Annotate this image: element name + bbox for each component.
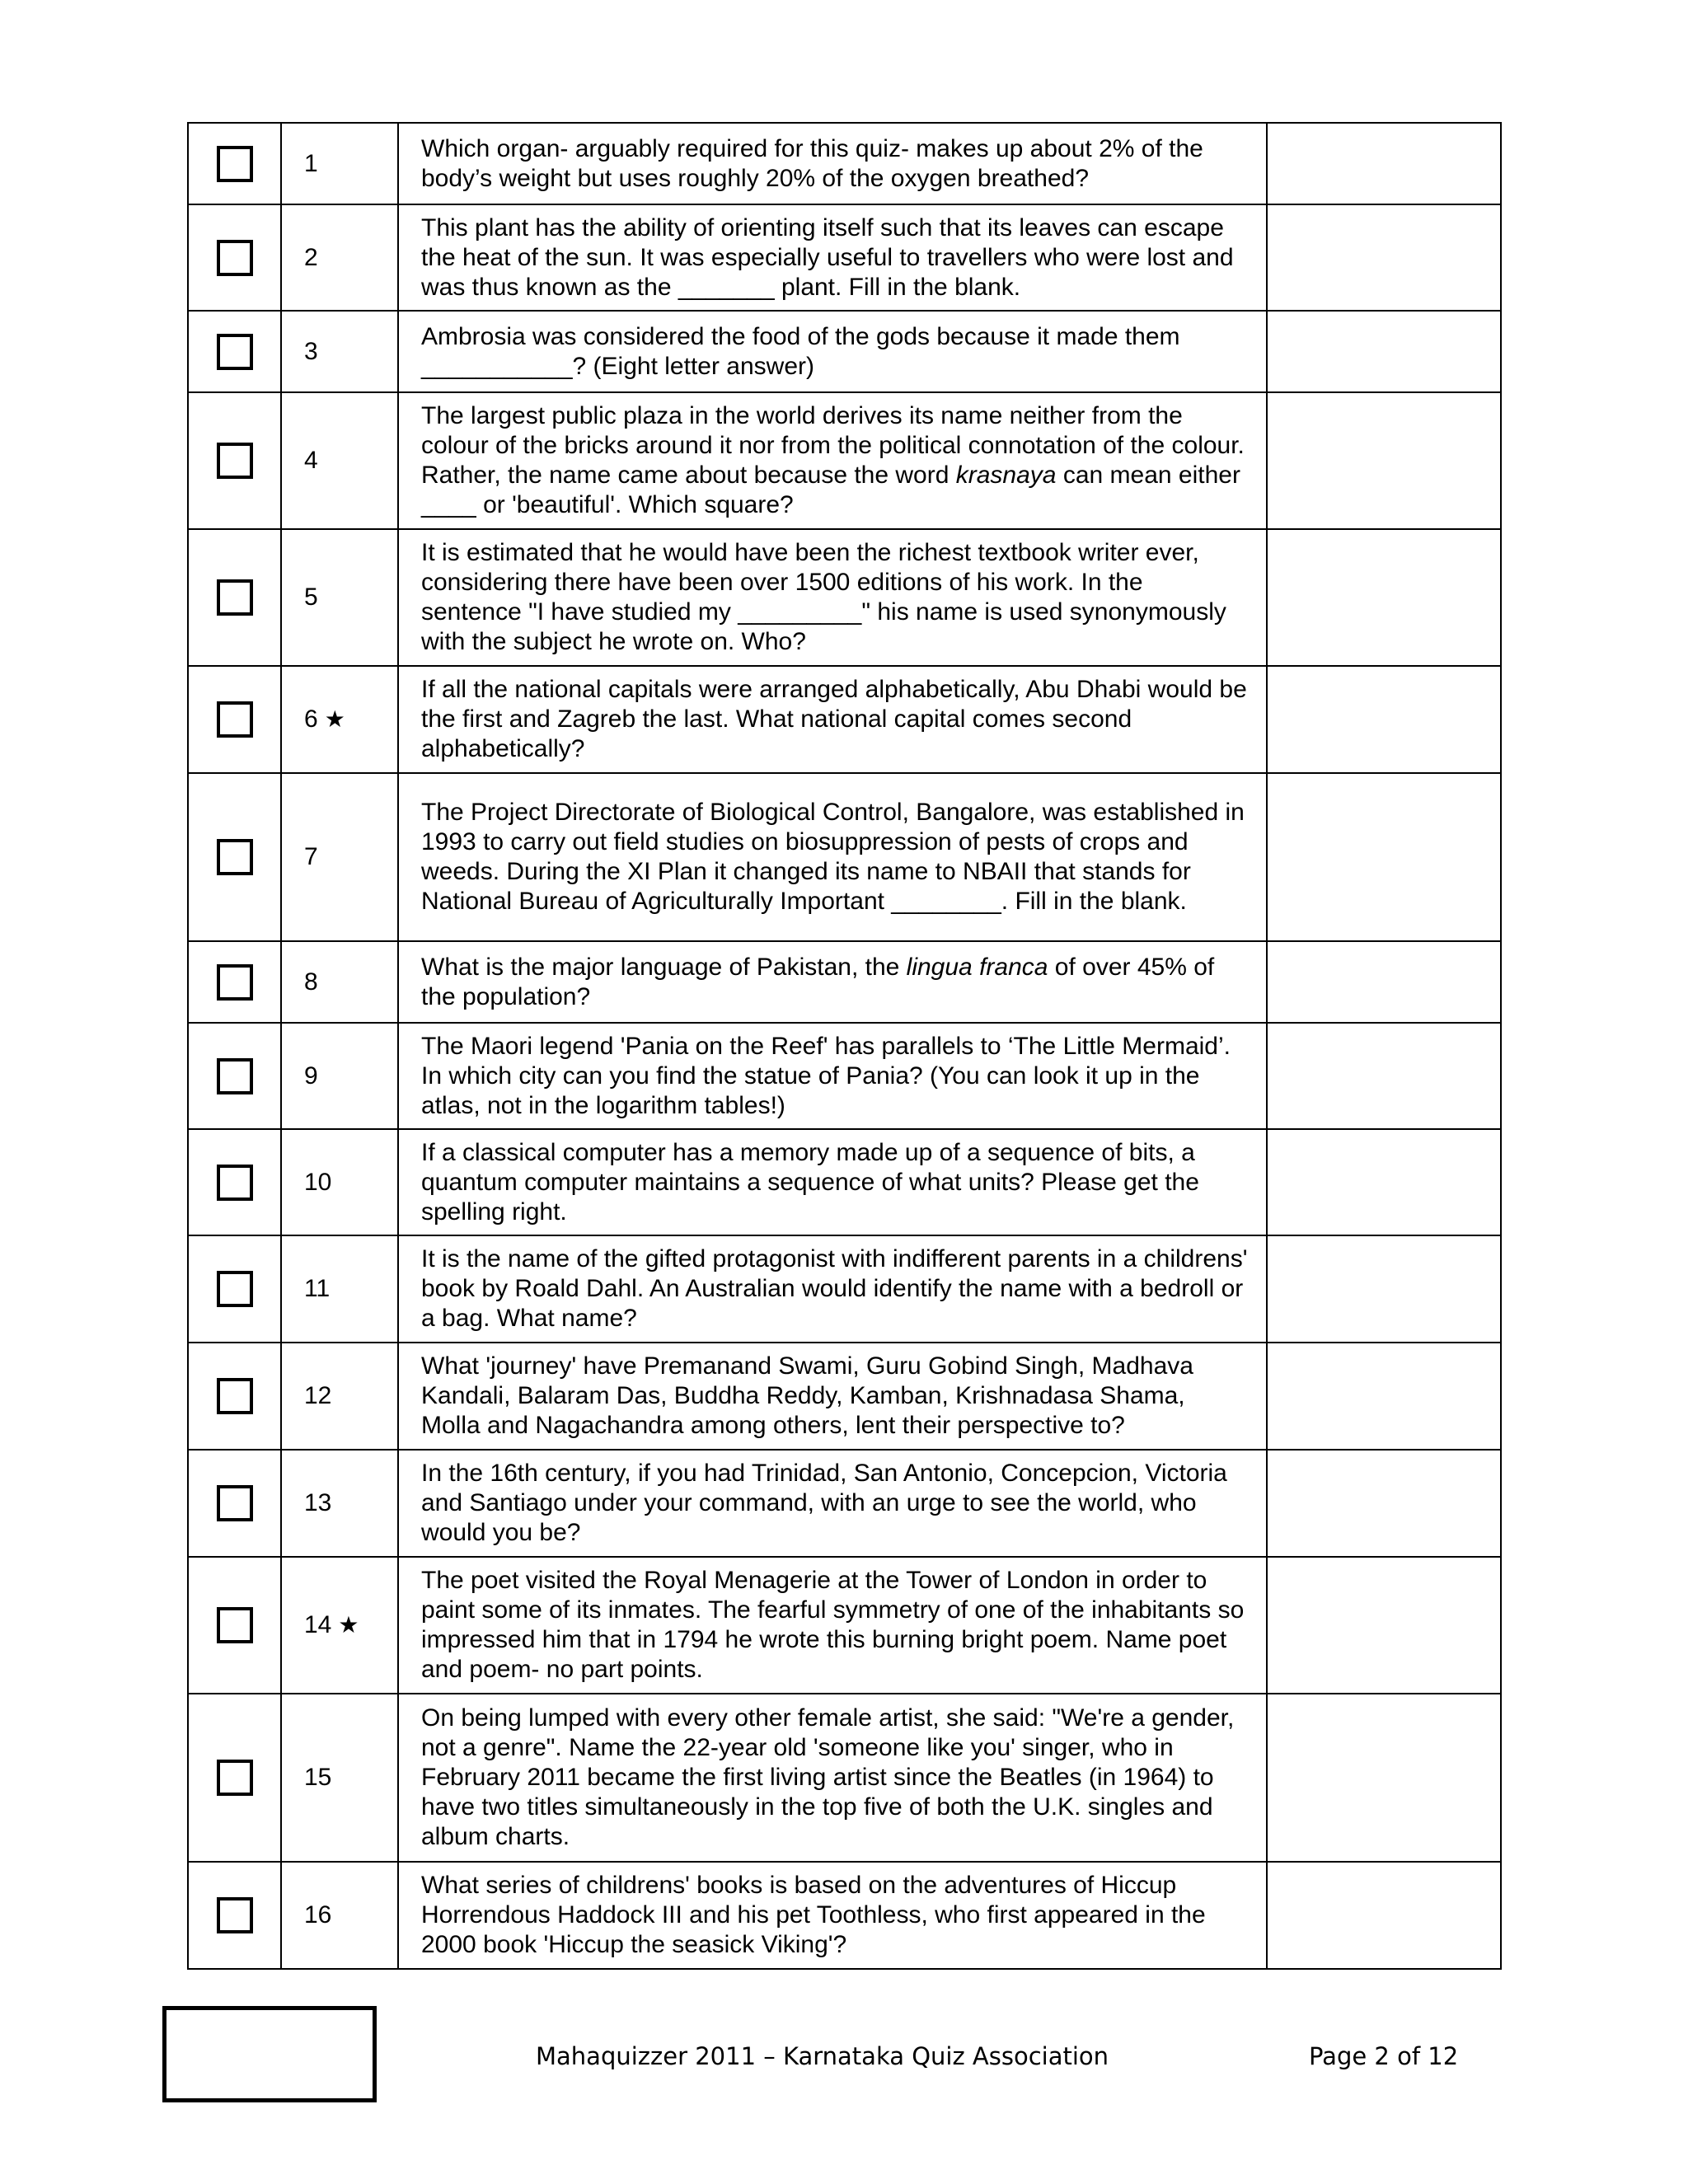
question-number-cell (281, 123, 398, 204)
question-text: This plant has the ability of orienting itself such that its leaves can escape the heat of the sun. It was especially useful to travellers who were lost and was thus known as the _______ plant. Fill in the blank. (421, 213, 1234, 301)
checkbox-cell (188, 1450, 281, 1557)
question-cell (398, 1450, 1267, 1557)
question-cell (398, 1862, 1267, 1969)
question-row (188, 1557, 1501, 1694)
question-number-cell (281, 1862, 398, 1969)
attempt-checkbox[interactable] (217, 1485, 253, 1521)
question-number: 13 (304, 1489, 332, 1516)
question-row (188, 1694, 1501, 1862)
page-number: Page 2 of 12 (1309, 2042, 1459, 2070)
attempt-checkbox[interactable] (217, 146, 253, 182)
question-cell (398, 1129, 1267, 1235)
question-row (188, 529, 1501, 666)
checkbox-cell (188, 773, 281, 941)
answer-cell[interactable] (1267, 204, 1501, 311)
attempt-checkbox[interactable] (217, 1058, 253, 1094)
answer-cell[interactable] (1267, 666, 1501, 773)
question-row (188, 1235, 1501, 1343)
question-cell (398, 941, 1267, 1023)
checkbox-cell (188, 392, 281, 529)
question-text: What is the major language of Pakistan, the lingua franca of over 45% of the population? (421, 953, 1215, 1010)
answer-cell[interactable] (1267, 1235, 1501, 1343)
question-number: 4 (304, 447, 318, 474)
question-row (188, 1129, 1501, 1235)
attempt-checkbox[interactable] (217, 1165, 253, 1201)
attempt-checkbox[interactable] (217, 579, 253, 616)
question-cell (398, 311, 1267, 392)
question-number: 3 (304, 337, 318, 365)
answer-cell[interactable] (1267, 1343, 1501, 1450)
checkbox-cell (188, 1862, 281, 1969)
answer-cell[interactable] (1267, 1023, 1501, 1129)
question-number-cell (281, 1129, 398, 1235)
question-cell (398, 1694, 1267, 1862)
answer-cell[interactable] (1267, 1450, 1501, 1557)
question-table (187, 122, 1502, 1970)
answer-cell[interactable] (1267, 123, 1501, 204)
checkbox-cell (188, 1343, 281, 1450)
question-number-cell (281, 941, 398, 1023)
question-number: 10 (304, 1168, 332, 1196)
question-cell (398, 666, 1267, 773)
question-row (188, 204, 1501, 311)
attempt-checkbox[interactable] (217, 1897, 253, 1933)
question-cell (398, 773, 1267, 941)
question-row (188, 773, 1501, 941)
checkbox-cell (188, 666, 281, 773)
attempt-checkbox[interactable] (217, 1378, 253, 1414)
question-number: 16 (304, 1901, 332, 1929)
checkbox-cell (188, 1694, 281, 1862)
question-number: 7 (304, 843, 318, 870)
attempt-checkbox[interactable] (217, 1607, 253, 1643)
star-icon: ★ (324, 706, 345, 732)
question-number: 5 (304, 583, 318, 611)
answer-cell[interactable] (1267, 311, 1501, 392)
attempt-checkbox[interactable] (217, 839, 253, 875)
question-text: What 'journey' have Premanand Swami, Guru Gobind Singh, Madhava Kandali, Balaram Das, Buddha Reddy, Kamban, Krishnadasa Shama, Molla and Nagachandra among others, lent their perspective to? (421, 1352, 1193, 1439)
question-row (188, 1862, 1501, 1969)
question-text: What series of childrens' books is based on the adventures of Hiccup Horrendous Haddock III and his pet Toothless, who first appeared in the 2000 book 'Hiccup the seasick Viking'? (421, 1872, 1206, 1958)
question-number-cell (281, 311, 398, 392)
question-number-cell (281, 1023, 398, 1129)
checkbox-cell (188, 529, 281, 666)
question-text: If all the national capitals were arranged alphabetically, Abu Dhabi would be the first and Zagreb the last. What national capital comes second alphabetically? (421, 676, 1247, 762)
question-cell (398, 1235, 1267, 1343)
question-cell (398, 204, 1267, 311)
question-cell (398, 392, 1267, 529)
question-text: The poet visited the Royal Menagerie at the Tower of London in order to paint some of its inmates. The fearful symmetry of one of the inhabitants so impressed him that in 1794 he wrote this burning bright poem. Name poet and poem- no part points. (421, 1567, 1245, 1683)
question-row (188, 1450, 1501, 1557)
answer-cell[interactable] (1267, 1862, 1501, 1969)
question-text: On being lumped with every other female artist, she said: "We're a gender, not a genre". Name the 22-year old 'someone like you' singer, who in February 2011 became the first living artist since the Beatles (in 1964) to have two titles simultaneously in the top five of both the U.K. singles and album charts. (421, 1704, 1235, 1850)
attempt-checkbox[interactable] (217, 1760, 253, 1796)
answer-cell[interactable] (1267, 1694, 1501, 1862)
answer-cell[interactable] (1267, 941, 1501, 1023)
question-text: The Maori legend 'Pania on the Reef' has parallels to ‘The Little Mermaid’. In which city can you find the statue of Pania? (You can look it up in the atlas, not in the logarithm tables!) (421, 1032, 1231, 1119)
question-text: The Project Directorate of Biological Control, Bangalore, was established in 1993 to carry out field studies on biosuppression of pests of crops and weeds. During the XI Plan it changed its name to NBAII that stands for National Bureau of Agriculturally Important ________. Fill in the blank. (421, 799, 1245, 915)
question-number-cell (281, 666, 398, 773)
question-cell (398, 529, 1267, 666)
question-row (188, 123, 1501, 204)
question-text: If a classical computer has a memory made up of a sequence of bits, a quantum computer maintains a sequence of what units? Please get the spelling right. (421, 1138, 1199, 1226)
question-cell (398, 1023, 1267, 1129)
question-cell (398, 1343, 1267, 1450)
question-number: 8 (304, 968, 318, 996)
question-number: 12 (304, 1382, 332, 1409)
question-text: The largest public plaza in the world derives its name neither from the colour of the bricks around it nor from the political connotation of the colour. Rather, the name came about because the word krasnaya can mean either ____ or 'beautiful'. Which square? (421, 402, 1245, 518)
answer-score-box (162, 2006, 377, 2102)
attempt-checkbox[interactable] (217, 443, 253, 479)
question-cell (398, 1557, 1267, 1694)
checkbox-cell (188, 1235, 281, 1343)
question-number: 9 (304, 1062, 318, 1090)
attempt-checkbox[interactable] (217, 1271, 253, 1307)
question-row (188, 1023, 1501, 1129)
question-number-cell (281, 1694, 398, 1862)
question-number-cell (281, 392, 398, 529)
checkbox-cell (188, 1557, 281, 1694)
answer-cell[interactable] (1267, 1129, 1501, 1235)
question-number: 11 (304, 1275, 331, 1302)
question-number-cell (281, 529, 398, 666)
question-number-cell (281, 1557, 398, 1694)
question-row (188, 1343, 1501, 1450)
question-number: 15 (304, 1764, 332, 1791)
question-row (188, 666, 1501, 773)
checkbox-cell (188, 1023, 281, 1129)
checkbox-cell (188, 204, 281, 311)
attempt-checkbox[interactable] (217, 240, 253, 276)
question-number-cell (281, 1235, 398, 1343)
answer-cell[interactable] (1267, 1557, 1501, 1694)
checkbox-cell (188, 941, 281, 1023)
question-number: 1 (304, 149, 318, 177)
question-cell (398, 123, 1267, 204)
question-number-cell (281, 773, 398, 941)
question-number-cell (281, 1343, 398, 1450)
answer-cell[interactable] (1267, 529, 1501, 666)
question-text: It is the name of the gifted protagonist with indifferent parents in a childrens' book by Roald Dahl. An Australian would identify the name with a bedroll or a bag. What name? (421, 1245, 1248, 1332)
checkbox-cell (188, 311, 281, 392)
footer-title: Mahaquizzer 2011 – Karnataka Quiz Association (536, 2042, 1109, 2070)
attempt-checkbox[interactable] (217, 334, 253, 370)
question-row (188, 941, 1501, 1023)
question-number-cell (281, 1450, 398, 1557)
question-text: In the 16th century, if you had Trinidad, San Antonio, Concepcion, Victoria and Santiago under your command, with an urge to see the world, who would you be? (421, 1460, 1227, 1546)
attempt-checkbox[interactable] (217, 701, 253, 738)
question-text: Which organ- arguably required for this quiz- makes up about 2% of the body’s weight but uses roughly 20% of the oxygen breathed? (421, 134, 1203, 192)
question-text: Ambrosia was considered the food of the gods because it made them ___________? (Eight letter answer) (421, 322, 1180, 380)
question-row (188, 311, 1501, 392)
answer-cell[interactable] (1267, 392, 1501, 529)
question-number: 14 (304, 1611, 332, 1638)
question-text: It is estimated that he would have been the richest textbook writer ever, considering there have been over 1500 editions of his work. In the sentence "I have studied my _________" his name is used synonymously with the subject he wrote on. Who? (421, 539, 1226, 655)
question-number: 6 (304, 705, 318, 733)
question-number-cell (281, 204, 398, 311)
checkbox-cell (188, 123, 281, 204)
star-icon: ★ (338, 1612, 359, 1638)
question-row (188, 392, 1501, 529)
checkbox-cell (188, 1129, 281, 1235)
question-number: 2 (304, 243, 318, 271)
answer-cell[interactable] (1267, 773, 1501, 941)
attempt-checkbox[interactable] (217, 964, 253, 1001)
